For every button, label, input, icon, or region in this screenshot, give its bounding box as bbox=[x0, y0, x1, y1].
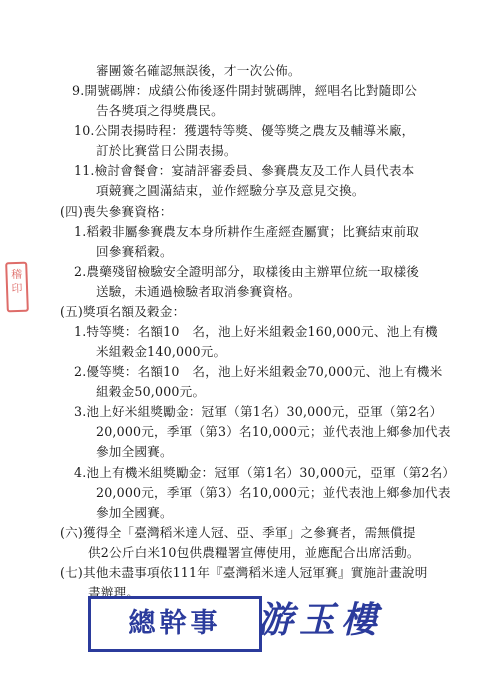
text-line: 訂於比賽當日公開表揚。 bbox=[96, 143, 237, 159]
text-line: 11.檢討會餐會：宴請評審委員、參賽農友及工作人員代表本 bbox=[74, 163, 415, 179]
text-line: 2.優等獎：名額10 名，池上好米組穀金70,000元、池上有機米 bbox=[74, 364, 443, 380]
text-line: 項競賽之圓滿結束，並作經驗分享及意見交換。 bbox=[96, 183, 365, 199]
seal-stamp: 稽印 bbox=[5, 262, 29, 313]
text-line: 20,000元，季軍（第3）名10,000元；並代表池上鄉參加代表 bbox=[96, 424, 451, 440]
text-line: 組穀金50,000元。 bbox=[96, 384, 206, 400]
text-line: 送驗，未通過檢驗者取消參賽資格。 bbox=[96, 283, 301, 299]
text-line: 回參賽稻穀。 bbox=[96, 243, 173, 259]
text-line: 4.池上有機米組獎勵金：冠軍（第1名）30,000元，亞軍（第2名） bbox=[74, 464, 456, 480]
text-line: 3.池上好米組獎勵金：冠軍（第1名）30,000元，亞軍（第2名） bbox=[74, 404, 443, 420]
text-line: 1.稻穀非屬參賽農友本身所耕作生產經查屬實；比賽結束前取 bbox=[74, 223, 420, 239]
text-line: 書辦理。 bbox=[88, 585, 140, 600]
section-heading: (七)其他未盡事項依111年『臺灣稻米達人冠軍賽』實施計畫說明 bbox=[60, 564, 428, 580]
text-line: 9.開號碼牌：成績公佈後逐件開封號碼牌，經唱名比對隨即公 bbox=[72, 83, 418, 99]
section-heading: (五)獎項名額及穀金： bbox=[60, 303, 186, 319]
section-heading: (六)獲得全「臺灣稻米達人冠、亞、季軍」之參賽者，需無償提 bbox=[60, 524, 416, 540]
text-line: 供2公斤白米10包供農糧署宣傳使用，並應配合出席活動。 bbox=[88, 544, 420, 560]
text-line: 參加全國賽。 bbox=[96, 444, 173, 460]
signature-name: 游玉樓 bbox=[257, 599, 384, 641]
text-line: 1.特等獎：名額10 名，池上好米組穀金160,000元、池上有機 bbox=[74, 324, 438, 339]
text-line: 10.公開表揚時程：獲選特等獎、優等獎之農友及輔導米廠， bbox=[74, 123, 415, 139]
text-line: 告各獎項之得獎農民。 bbox=[96, 103, 224, 119]
text-line: 20,000元，季軍（第3）名10,000元；並代表池上鄉參加代表 bbox=[96, 484, 451, 500]
text-line: 2.農藥殘留檢驗安全證明部分，取樣後由主辦單位統一取樣後 bbox=[74, 263, 420, 279]
section-heading: (四)喪失參賽資格： bbox=[60, 203, 173, 219]
text-line: 審團簽名確認無誤後，才一次公佈。 bbox=[96, 63, 301, 78]
text-line: 參加全國賽。 bbox=[96, 504, 173, 520]
text-line: 米組穀金140,000元。 bbox=[96, 344, 227, 360]
signature-title: 總幹事 bbox=[88, 596, 262, 652]
